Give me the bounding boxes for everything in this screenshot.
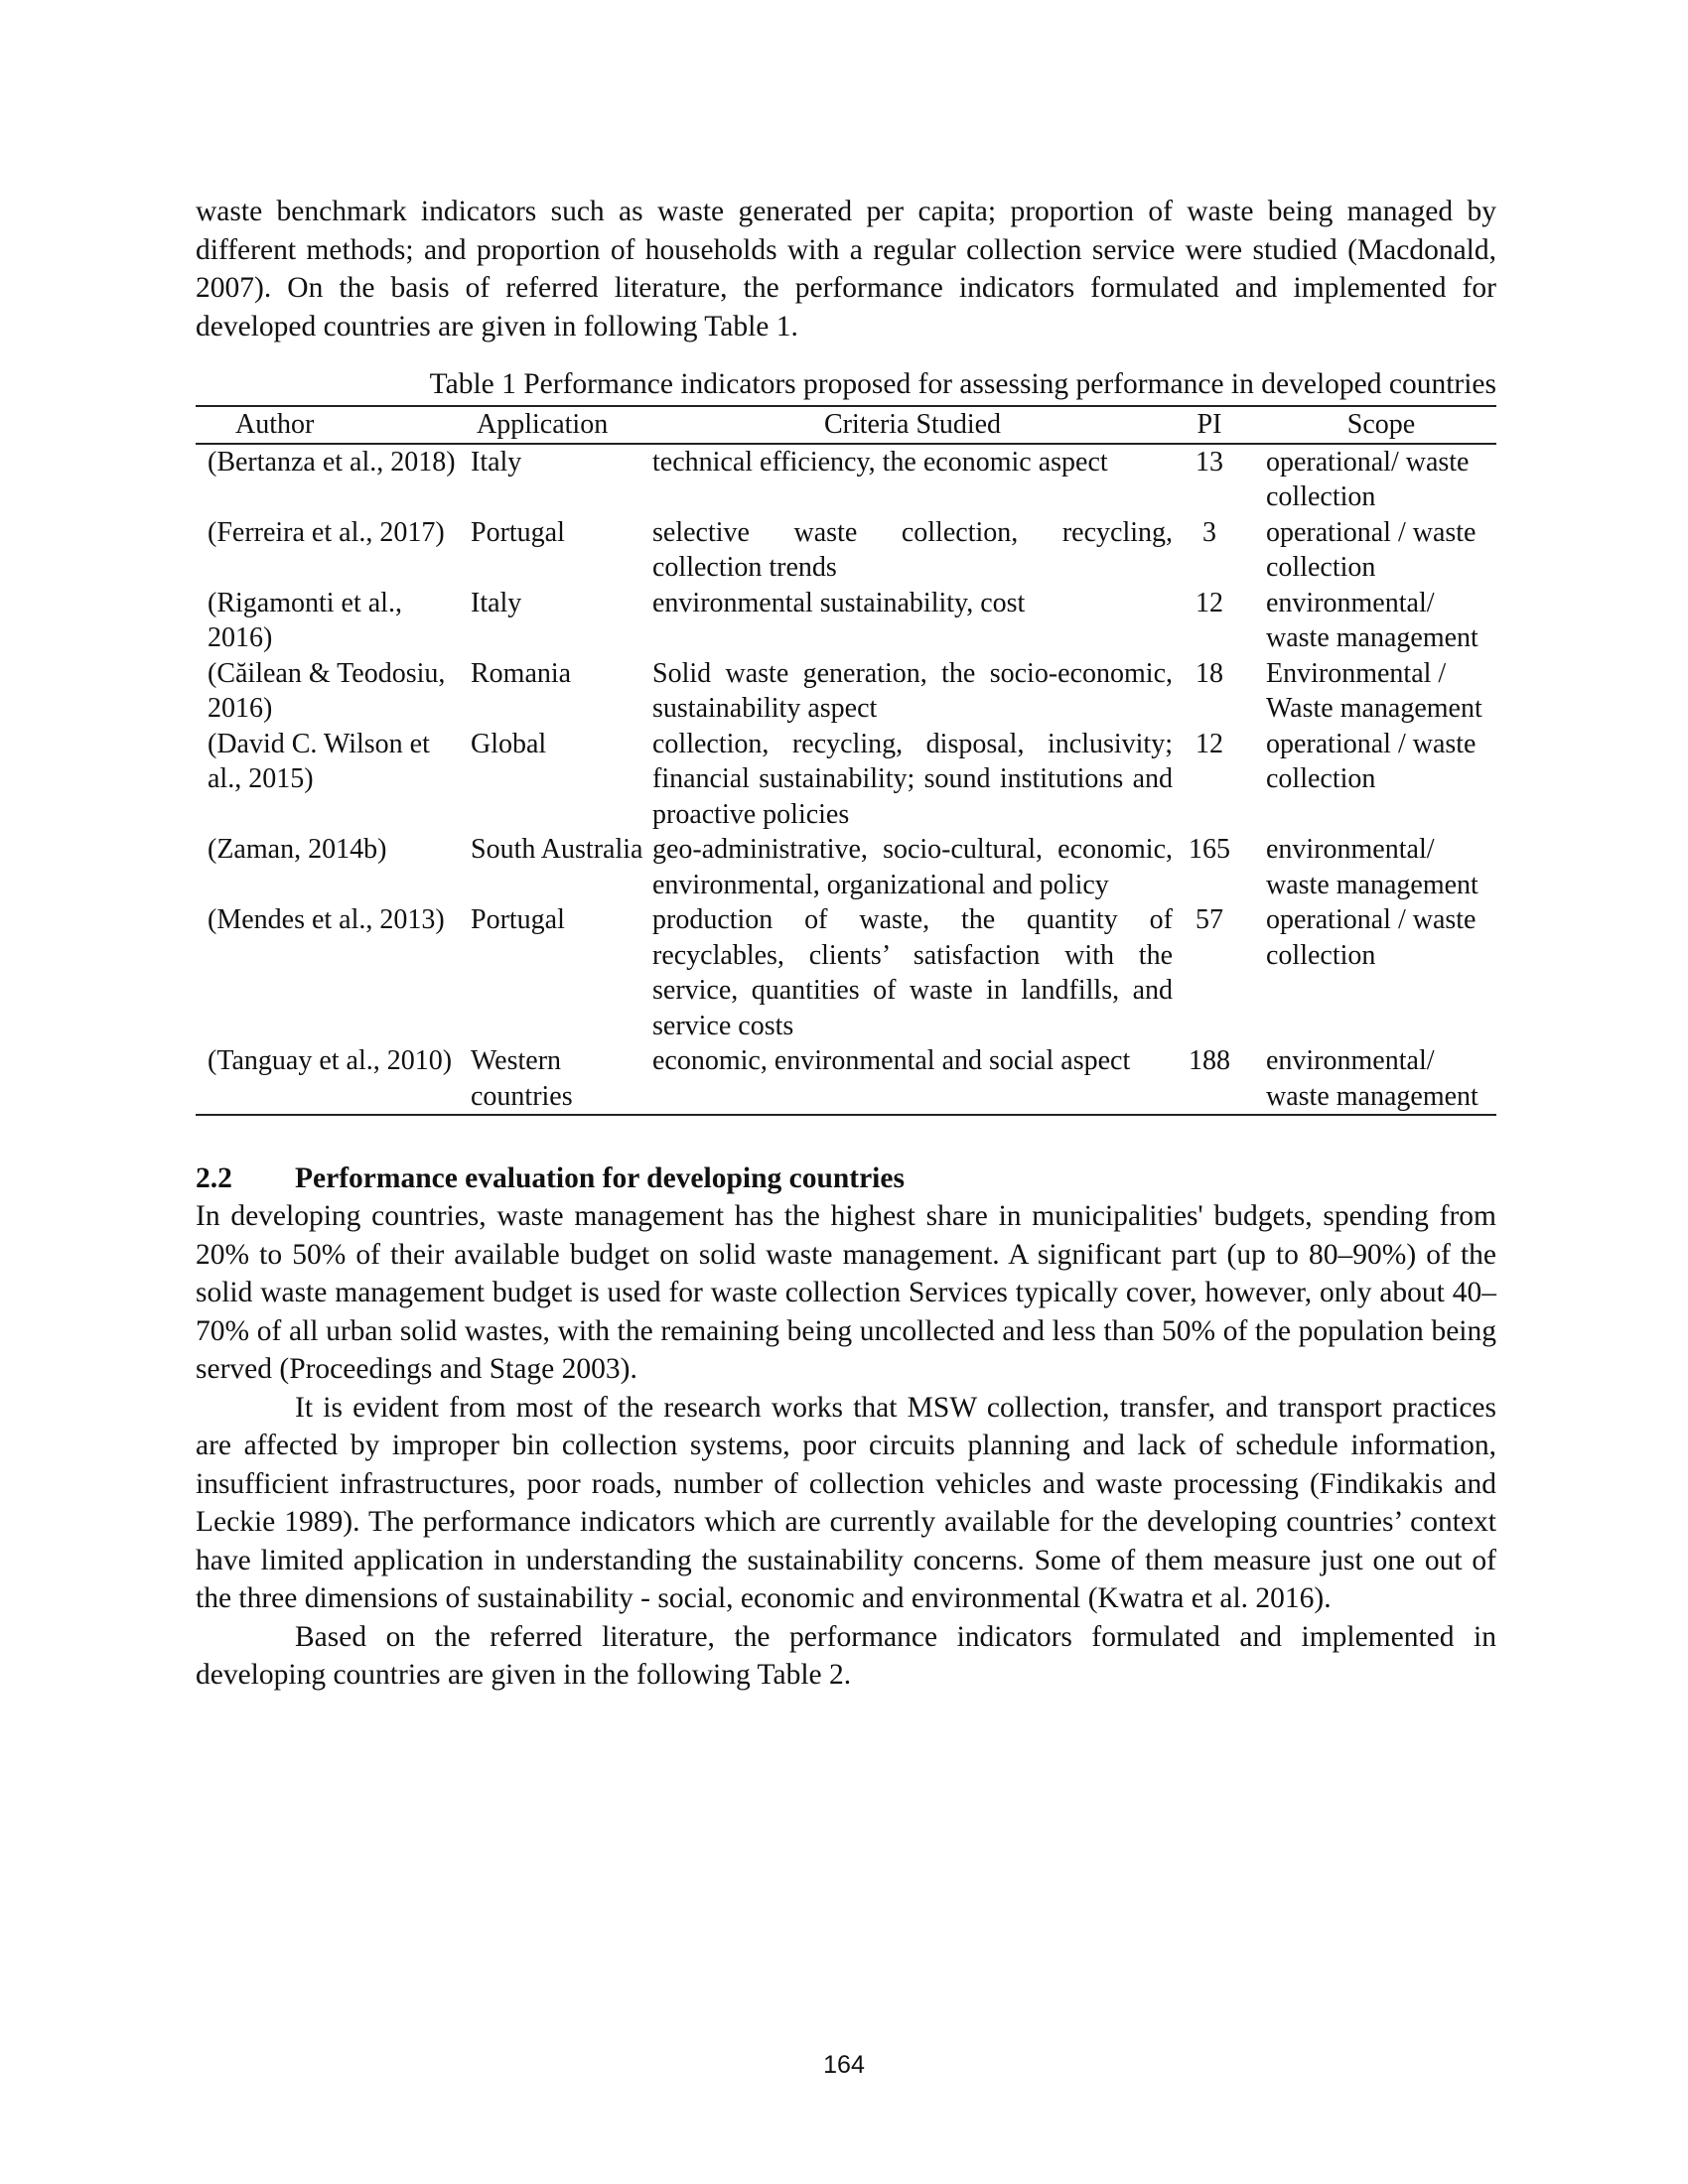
- cell-pi: 12: [1196, 728, 1223, 759]
- section-heading: [196, 1160, 1496, 1197]
- header-pi: PI: [1173, 406, 1246, 444]
- cell-application: Italy: [471, 446, 522, 478]
- table-row: [196, 656, 1496, 727]
- intro-paragraph: waste benchmark indicators such as waste generated per capita; proportion of waste being managed by different methods; and proportion of households with a regular collection service were studied (Macdonald, 2007). On the basis of referred literature, the performance indicators formulated and implemented for developed countries are given in following Table 1.: [196, 196, 1496, 342]
- section-number: 2.2: [196, 1162, 232, 1194]
- cell-criteria: economic, environmental and social aspect: [652, 1043, 1173, 1115]
- cell-criteria: production of waste, the quantity of recyclables, clients’ satisfaction with the service, quantities of waste in landfills, and service costs: [652, 904, 1173, 1041]
- cell-application: Romania: [471, 657, 572, 689]
- table-row: [196, 586, 1496, 656]
- cell-author: (Bertanza et al., 2018): [208, 446, 456, 478]
- cell-pi: 13: [1196, 446, 1223, 478]
- cell-scope: operational / waste collection: [1266, 516, 1477, 583]
- cell-author: (Căilean & Teodosiu, 2016): [208, 657, 446, 724]
- table-row: [196, 727, 1496, 833]
- cell-criteria: Solid waste generation, the socio-economic, sustainability aspect: [652, 657, 1173, 724]
- table-row: [196, 1043, 1496, 1115]
- cell-application: Italy: [471, 587, 522, 618]
- cell-author: (Zaman, 2014b): [208, 834, 387, 865]
- cell-author: (David C. Wilson et al., 2015): [208, 728, 430, 794]
- cell-scope: Environmental / Waste management: [1266, 657, 1482, 724]
- cell-scope: environmental/ waste management: [1266, 587, 1478, 653]
- cell-author: (Rigamonti et al., 2016): [208, 587, 402, 653]
- table-header-row: [196, 406, 1496, 444]
- header-criteria: Criteria Studied: [652, 406, 1173, 444]
- cell-scope: operational / waste collection: [1266, 728, 1477, 794]
- table-row: [196, 444, 1496, 515]
- section-paragraph: It is evident from most of the research works that MSW collection, transfer, and transport practices are affected by improper bin collection systems, poor circuits planning and lack of schedule information, insufficient infrastructures, poor roads, number of collection vehicles and waste processing (Findikakis and Leckie 1989). The performance indicators which are currently available for the developing countries’ context have limited application in understanding the sustainability concerns. Some of them measure just one out of the three dimensions of sustainability - social, economic and environmental (Kwatra et al. 2016).: [196, 1391, 1496, 1614]
- header-scope: Scope: [1246, 406, 1496, 444]
- cell-author: (Tanguay et al., 2010): [196, 1043, 471, 1115]
- section-paragraph: In developing countries, waste management has the highest share in municipalities' budgets, spending from 20% to 50% of their available budget on solid waste management. A significant part (up to 80–90%) of the solid waste management budget is used for waste collection Services typically cover, however, only about 40–70% of all urban solid wastes, with the remaining being uncollected and less than 50% of the population being served (Proceedings and Stage 2003).: [196, 1200, 1496, 1385]
- table-caption: Table 1 Performance indicators proposed for assessing performance in developed countries: [429, 368, 1496, 400]
- table-row: [196, 515, 1496, 586]
- cell-criteria: collection, recycling, disposal, inclusivity; financial sustainability; sound institutions and proactive policies: [652, 728, 1173, 830]
- header-application: Application: [471, 406, 652, 444]
- cell-author: (Ferreira et al., 2017): [208, 516, 445, 548]
- cell-application: Portugal: [471, 904, 565, 935]
- cell-scope: operational / waste collection: [1266, 904, 1477, 971]
- section-title: Performance evaluation for developing countries: [295, 1162, 905, 1194]
- table-row: [196, 832, 1496, 902]
- header-author: Author: [196, 406, 471, 444]
- cell-scope: environmental/ waste management: [1246, 1043, 1496, 1115]
- cell-pi: 165: [1189, 834, 1230, 865]
- cell-application: South Australia: [471, 834, 643, 865]
- page-body: [196, 193, 1496, 1695]
- table-row: [196, 902, 1496, 1043]
- cell-criteria: technical efficiency, the economic aspect: [652, 446, 1108, 478]
- page-number: 164: [823, 2051, 865, 2079]
- cell-pi: 57: [1196, 904, 1223, 935]
- cell-scope: environmental/ waste management: [1266, 834, 1478, 900]
- cell-criteria: selective waste collection, recycling, collection trends: [652, 516, 1173, 583]
- cell-application: Global: [471, 728, 547, 759]
- cell-pi: 12: [1196, 587, 1223, 618]
- cell-pi: 3: [1202, 516, 1216, 548]
- cell-application: Western countries: [471, 1043, 652, 1115]
- performance-indicators-table: [196, 405, 1496, 1116]
- cell-criteria: geo-administrative, socio-cultural, economic, environmental, organizational and policy: [652, 834, 1173, 900]
- cell-scope: operational/ waste collection: [1266, 446, 1470, 512]
- cell-pi: 18: [1196, 657, 1223, 689]
- cell-application: Portugal: [471, 516, 565, 548]
- cell-criteria: environmental sustainability, cost: [652, 587, 1026, 618]
- cell-author: (Mendes et al., 2013): [208, 904, 445, 935]
- section-paragraph: Based on the referred literature, the performance indicators formulated and implemented in developing countries are given in the following Table 2.: [196, 1620, 1496, 1691]
- cell-pi: 188: [1173, 1043, 1246, 1115]
